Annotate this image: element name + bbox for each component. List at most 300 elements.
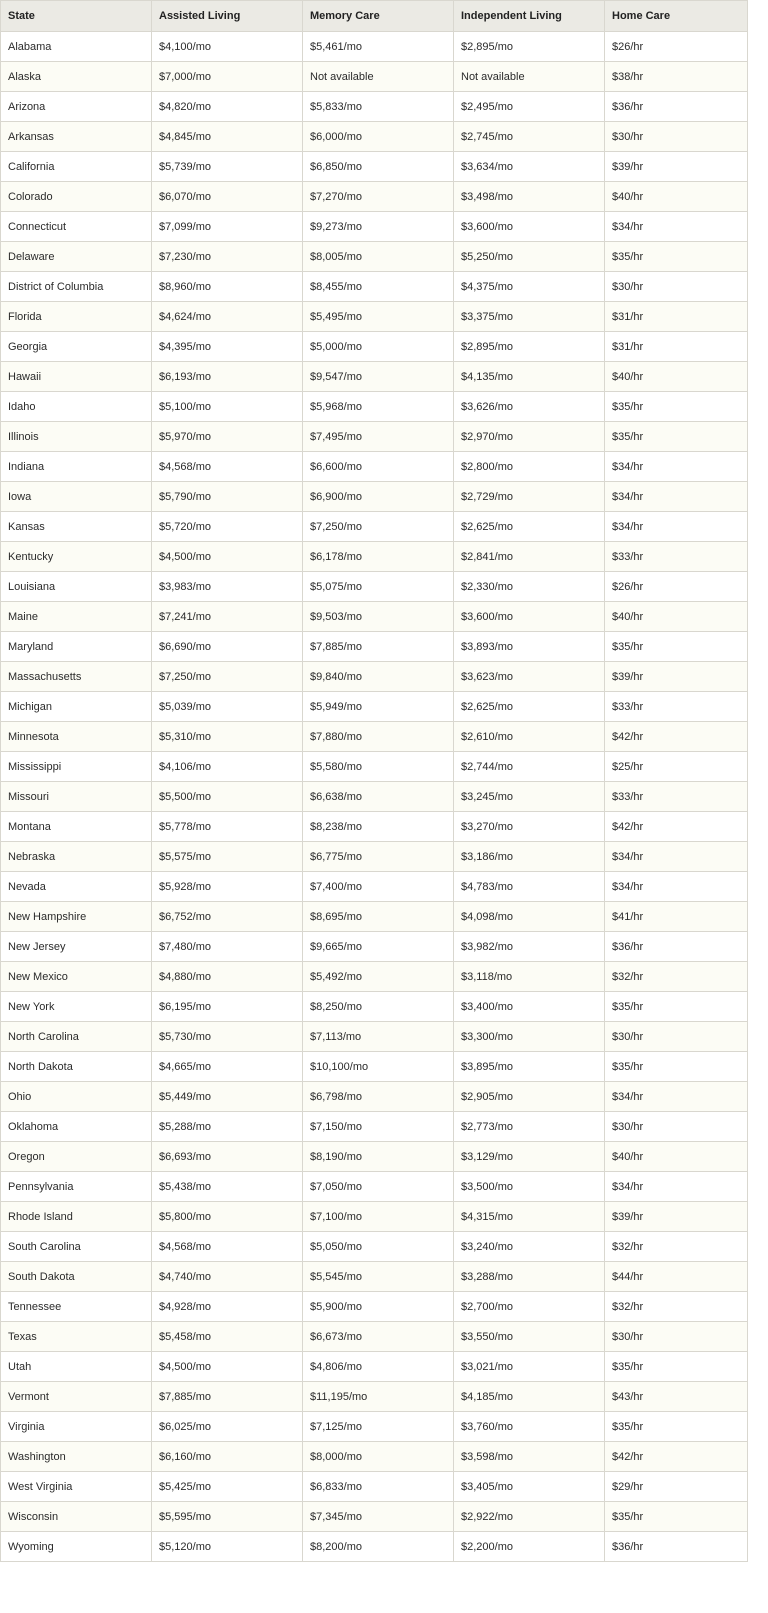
cell-state: Hawaii [1,362,152,392]
table-row [1,722,748,752]
table-body [1,32,748,1562]
table-row [1,1202,748,1232]
table-row [1,482,748,512]
cell-independent-living: $2,745/mo [454,122,605,152]
cell-memory-care: $8,200/mo [303,1532,454,1562]
cell-assisted-living: $5,970/mo [152,422,303,452]
cell-home-care: $40/hr [605,602,748,632]
cell-home-care: $30/hr [605,1322,748,1352]
cell-state: Texas [1,1322,152,1352]
cell-assisted-living: $6,070/mo [152,182,303,212]
cell-memory-care: $6,775/mo [303,842,454,872]
cell-home-care: $35/hr [605,992,748,1022]
cell-independent-living: $3,623/mo [454,662,605,692]
cell-assisted-living: $4,568/mo [152,452,303,482]
cell-assisted-living: $6,752/mo [152,902,303,932]
cell-independent-living: $3,300/mo [454,1022,605,1052]
cell-independent-living: $3,498/mo [454,182,605,212]
cell-state: Vermont [1,1382,152,1412]
table-row [1,1232,748,1262]
cell-assisted-living: $5,720/mo [152,512,303,542]
table-row [1,422,748,452]
cell-assisted-living: $5,800/mo [152,1202,303,1232]
cell-assisted-living: $7,000/mo [152,62,303,92]
cell-assisted-living: $4,568/mo [152,1232,303,1262]
cell-assisted-living: $6,160/mo [152,1442,303,1472]
cell-assisted-living: $5,595/mo [152,1502,303,1532]
cell-state: New Jersey [1,932,152,962]
cell-independent-living: $2,330/mo [454,572,605,602]
table-row [1,182,748,212]
table-row [1,1082,748,1112]
cell-state: Ohio [1,1082,152,1112]
cell-memory-care: $5,075/mo [303,572,454,602]
cell-state: Rhode Island [1,1202,152,1232]
cell-memory-care: $9,665/mo [303,932,454,962]
cell-state: California [1,152,152,182]
table-row [1,752,748,782]
cell-memory-care: $8,250/mo [303,992,454,1022]
cell-home-care: $42/hr [605,812,748,842]
cell-state: Nebraska [1,842,152,872]
cell-state: West Virginia [1,1472,152,1502]
cell-assisted-living: $6,193/mo [152,362,303,392]
table-row [1,452,748,482]
table-row [1,782,748,812]
cell-state: Wisconsin [1,1502,152,1532]
cell-independent-living: $2,700/mo [454,1292,605,1322]
cell-independent-living: $3,893/mo [454,632,605,662]
table-row [1,1532,748,1562]
cell-independent-living: $2,895/mo [454,32,605,62]
cell-memory-care: $5,545/mo [303,1262,454,1292]
cell-home-care: $33/hr [605,542,748,572]
cell-independent-living: $3,982/mo [454,932,605,962]
cell-assisted-living: $4,100/mo [152,32,303,62]
cell-memory-care: $7,270/mo [303,182,454,212]
cell-home-care: $32/hr [605,1292,748,1322]
cell-assisted-living: $7,099/mo [152,212,303,242]
cell-memory-care: $7,150/mo [303,1112,454,1142]
cell-memory-care: $7,250/mo [303,512,454,542]
cell-memory-care: $5,900/mo [303,1292,454,1322]
cell-home-care: $35/hr [605,632,748,662]
cell-state: Florida [1,302,152,332]
cell-home-care: $36/hr [605,1532,748,1562]
cell-state: Virginia [1,1412,152,1442]
cell-independent-living: $3,375/mo [454,302,605,332]
cell-home-care: $30/hr [605,1022,748,1052]
cell-independent-living: $2,610/mo [454,722,605,752]
cell-assisted-living: $4,845/mo [152,122,303,152]
cell-memory-care: $9,503/mo [303,602,454,632]
table-row [1,842,748,872]
cell-assisted-living: $4,500/mo [152,1352,303,1382]
cell-home-care: $34/hr [605,212,748,242]
table-row [1,902,748,932]
cell-assisted-living: $5,790/mo [152,482,303,512]
cell-assisted-living: $7,885/mo [152,1382,303,1412]
cell-independent-living: $2,625/mo [454,692,605,722]
cell-independent-living: $3,626/mo [454,392,605,422]
cell-independent-living: $2,970/mo [454,422,605,452]
table-row [1,362,748,392]
cell-memory-care: $7,495/mo [303,422,454,452]
cell-state: Maine [1,602,152,632]
table-row [1,152,748,182]
cell-home-care: $36/hr [605,92,748,122]
table-row [1,1352,748,1382]
table-row [1,1172,748,1202]
cell-memory-care: $6,638/mo [303,782,454,812]
cell-assisted-living: $4,928/mo [152,1292,303,1322]
cell-assisted-living: $5,739/mo [152,152,303,182]
cell-state: Massachusetts [1,662,152,692]
cell-state: Mississippi [1,752,152,782]
cell-home-care: $35/hr [605,1502,748,1532]
cell-state: Missouri [1,782,152,812]
cell-assisted-living: $6,693/mo [152,1142,303,1172]
cell-independent-living: $2,800/mo [454,452,605,482]
table-row [1,1262,748,1292]
cell-assisted-living: $5,778/mo [152,812,303,842]
cell-state: Iowa [1,482,152,512]
cell-state: New Hampshire [1,902,152,932]
table-row [1,212,748,242]
table-row [1,1022,748,1052]
cell-state: Michigan [1,692,152,722]
cell-assisted-living: $5,449/mo [152,1082,303,1112]
cell-assisted-living: $7,480/mo [152,932,303,962]
cell-independent-living: $3,021/mo [454,1352,605,1382]
table-row [1,512,748,542]
table-row [1,692,748,722]
cell-independent-living: $4,135/mo [454,362,605,392]
cell-independent-living: $2,895/mo [454,332,605,362]
cell-state: New Mexico [1,962,152,992]
cell-assisted-living: $8,960/mo [152,272,303,302]
cell-independent-living: $2,744/mo [454,752,605,782]
table-row [1,872,748,902]
cell-home-care: $26/hr [605,32,748,62]
cell-home-care: $42/hr [605,1442,748,1472]
cell-assisted-living: $5,500/mo [152,782,303,812]
cell-state: Arizona [1,92,152,122]
cell-assisted-living: $5,730/mo [152,1022,303,1052]
table-row [1,632,748,662]
cell-memory-care: $7,345/mo [303,1502,454,1532]
cell-memory-care: $8,190/mo [303,1142,454,1172]
cell-independent-living: $3,405/mo [454,1472,605,1502]
cell-state: Maryland [1,632,152,662]
cell-state: Nevada [1,872,152,902]
cell-state: Idaho [1,392,152,422]
cell-home-care: $40/hr [605,362,748,392]
cell-memory-care: $7,113/mo [303,1022,454,1052]
table-row [1,602,748,632]
cell-assisted-living: $5,458/mo [152,1322,303,1352]
cell-memory-care: $6,833/mo [303,1472,454,1502]
cell-memory-care: Not available [303,62,454,92]
cell-memory-care: $7,125/mo [303,1412,454,1442]
cell-assisted-living: $6,025/mo [152,1412,303,1442]
cell-memory-care: $6,798/mo [303,1082,454,1112]
cell-home-care: $26/hr [605,572,748,602]
cell-assisted-living: $3,983/mo [152,572,303,602]
cell-independent-living: $3,760/mo [454,1412,605,1442]
cell-assisted-living: $7,241/mo [152,602,303,632]
cell-home-care: $35/hr [605,1352,748,1382]
cell-memory-care: $5,580/mo [303,752,454,782]
cell-independent-living: $3,895/mo [454,1052,605,1082]
cell-home-care: $36/hr [605,932,748,962]
cell-home-care: $39/hr [605,152,748,182]
cell-independent-living: $3,245/mo [454,782,605,812]
cell-memory-care: $6,000/mo [303,122,454,152]
cell-home-care: $32/hr [605,1232,748,1262]
cell-independent-living: $2,841/mo [454,542,605,572]
cell-home-care: $44/hr [605,1262,748,1292]
cell-state: Kansas [1,512,152,542]
cell-memory-care: $6,600/mo [303,452,454,482]
cell-memory-care: $7,880/mo [303,722,454,752]
cell-home-care: $35/hr [605,242,748,272]
cell-assisted-living: $4,880/mo [152,962,303,992]
cell-state: North Dakota [1,1052,152,1082]
cell-assisted-living: $4,740/mo [152,1262,303,1292]
cell-independent-living: $4,098/mo [454,902,605,932]
cell-assisted-living: $5,310/mo [152,722,303,752]
cell-state: Minnesota [1,722,152,752]
cell-assisted-living: $7,250/mo [152,662,303,692]
cell-state: Alaska [1,62,152,92]
cell-memory-care: $5,833/mo [303,92,454,122]
cell-independent-living: $3,500/mo [454,1172,605,1202]
cell-independent-living: $4,783/mo [454,872,605,902]
cell-memory-care: $8,238/mo [303,812,454,842]
cell-independent-living: $3,598/mo [454,1442,605,1472]
cell-home-care: $34/hr [605,512,748,542]
cell-assisted-living: $6,195/mo [152,992,303,1022]
cell-home-care: $35/hr [605,422,748,452]
cell-state: Kentucky [1,542,152,572]
cell-independent-living: $3,600/mo [454,212,605,242]
cell-home-care: $31/hr [605,302,748,332]
cell-state: South Dakota [1,1262,152,1292]
cell-memory-care: $6,673/mo [303,1322,454,1352]
cell-independent-living: $3,118/mo [454,962,605,992]
table-row [1,1292,748,1322]
cell-home-care: $30/hr [605,272,748,302]
cell-independent-living: $3,634/mo [454,152,605,182]
cell-state: Oregon [1,1142,152,1172]
cell-state: Alabama [1,32,152,62]
cell-independent-living: $2,922/mo [454,1502,605,1532]
cell-assisted-living: $5,039/mo [152,692,303,722]
table-row [1,932,748,962]
cell-home-care: $38/hr [605,62,748,92]
table-row [1,1322,748,1352]
cell-independent-living: $3,600/mo [454,602,605,632]
cell-home-care: $30/hr [605,122,748,152]
table-row [1,62,748,92]
cell-home-care: $39/hr [605,662,748,692]
cell-memory-care: $10,100/mo [303,1052,454,1082]
cell-independent-living: $3,186/mo [454,842,605,872]
table-row [1,242,748,272]
cell-state: Oklahoma [1,1112,152,1142]
cell-state: Montana [1,812,152,842]
cell-state: Tennessee [1,1292,152,1322]
cell-memory-care: $8,000/mo [303,1442,454,1472]
cell-state: New York [1,992,152,1022]
cell-memory-care: $5,968/mo [303,392,454,422]
cell-independent-living: $5,250/mo [454,242,605,272]
cell-memory-care: $7,400/mo [303,872,454,902]
cell-independent-living: $2,905/mo [454,1082,605,1112]
table-row [1,1502,748,1532]
cell-home-care: $34/hr [605,482,748,512]
table-header [1,1,748,32]
cell-state: Georgia [1,332,152,362]
cell-independent-living: $3,400/mo [454,992,605,1022]
cell-memory-care: $5,461/mo [303,32,454,62]
cell-memory-care: $5,949/mo [303,692,454,722]
cell-assisted-living: $5,438/mo [152,1172,303,1202]
table-row [1,662,748,692]
table-row [1,92,748,122]
cell-independent-living: $2,495/mo [454,92,605,122]
header-memory-care: Memory Care [303,1,454,32]
cell-home-care: $33/hr [605,692,748,722]
table-row [1,1472,748,1502]
cell-memory-care: $6,178/mo [303,542,454,572]
cell-assisted-living: $4,665/mo [152,1052,303,1082]
cell-independent-living: $2,729/mo [454,482,605,512]
cell-state: District of Columbia [1,272,152,302]
table-row [1,1412,748,1442]
cell-state: Delaware [1,242,152,272]
cell-assisted-living: $5,120/mo [152,1532,303,1562]
header-independent-living: Independent Living [454,1,605,32]
cell-home-care: $30/hr [605,1112,748,1142]
cell-home-care: $35/hr [605,392,748,422]
table-row [1,1442,748,1472]
cell-home-care: $34/hr [605,1082,748,1112]
cell-state: Connecticut [1,212,152,242]
cell-home-care: $39/hr [605,1202,748,1232]
cell-state: Arkansas [1,122,152,152]
cell-home-care: $32/hr [605,962,748,992]
header-home-care: Home Care [605,1,748,32]
cell-memory-care: $5,492/mo [303,962,454,992]
cell-independent-living: $3,270/mo [454,812,605,842]
table-row [1,392,748,422]
cell-memory-care: $11,195/mo [303,1382,454,1412]
cell-memory-care: $5,050/mo [303,1232,454,1262]
cell-home-care: $31/hr [605,332,748,362]
cell-state: Louisiana [1,572,152,602]
cell-assisted-living: $5,575/mo [152,842,303,872]
cell-memory-care: $5,495/mo [303,302,454,332]
table-row [1,272,748,302]
cell-independent-living: $4,185/mo [454,1382,605,1412]
cell-home-care: $34/hr [605,1172,748,1202]
table-row [1,1382,748,1412]
cell-assisted-living: $5,928/mo [152,872,303,902]
cell-memory-care: $7,050/mo [303,1172,454,1202]
cell-assisted-living: $4,500/mo [152,542,303,572]
cell-state: Colorado [1,182,152,212]
cell-memory-care: $6,900/mo [303,482,454,512]
cell-state: Utah [1,1352,152,1382]
cell-memory-care: $8,695/mo [303,902,454,932]
header-assisted-living: Assisted Living [152,1,303,32]
cell-independent-living: $4,315/mo [454,1202,605,1232]
cell-home-care: $41/hr [605,902,748,932]
cell-assisted-living: $7,230/mo [152,242,303,272]
table-row [1,32,748,62]
cell-memory-care: $8,455/mo [303,272,454,302]
table-row [1,302,748,332]
cell-state: Indiana [1,452,152,482]
cell-memory-care: $8,005/mo [303,242,454,272]
cell-home-care: $34/hr [605,452,748,482]
table-row [1,332,748,362]
cell-home-care: $43/hr [605,1382,748,1412]
table-row [1,572,748,602]
cell-independent-living: $4,375/mo [454,272,605,302]
cell-state: Pennsylvania [1,1172,152,1202]
cell-state: Washington [1,1442,152,1472]
cell-independent-living: $2,773/mo [454,1112,605,1142]
table-row [1,1142,748,1172]
cell-independent-living: $3,240/mo [454,1232,605,1262]
cell-home-care: $29/hr [605,1472,748,1502]
cell-independent-living: $3,550/mo [454,1322,605,1352]
cell-assisted-living: $6,690/mo [152,632,303,662]
cell-memory-care: $5,000/mo [303,332,454,362]
cell-independent-living: $3,129/mo [454,1142,605,1172]
cell-home-care: $34/hr [605,872,748,902]
cell-independent-living: $2,625/mo [454,512,605,542]
cell-assisted-living: $5,288/mo [152,1112,303,1142]
cell-independent-living: $3,288/mo [454,1262,605,1292]
cell-assisted-living: $4,395/mo [152,332,303,362]
cell-home-care: $42/hr [605,722,748,752]
cell-assisted-living: $5,100/mo [152,392,303,422]
cell-memory-care: $6,850/mo [303,152,454,182]
cell-assisted-living: $4,820/mo [152,92,303,122]
cell-assisted-living: $5,425/mo [152,1472,303,1502]
cell-memory-care: $9,547/mo [303,362,454,392]
cell-state: South Carolina [1,1232,152,1262]
cell-state: Illinois [1,422,152,452]
cell-memory-care: $7,885/mo [303,632,454,662]
header-row [1,1,748,32]
table-row [1,1112,748,1142]
cell-memory-care: $4,806/mo [303,1352,454,1382]
cell-memory-care: $7,100/mo [303,1202,454,1232]
cell-home-care: $33/hr [605,782,748,812]
cell-home-care: $34/hr [605,842,748,872]
cell-home-care: $40/hr [605,1142,748,1172]
cell-independent-living: $2,200/mo [454,1532,605,1562]
table-row [1,542,748,572]
table-row [1,962,748,992]
cell-home-care: $25/hr [605,752,748,782]
cell-assisted-living: $4,106/mo [152,752,303,782]
